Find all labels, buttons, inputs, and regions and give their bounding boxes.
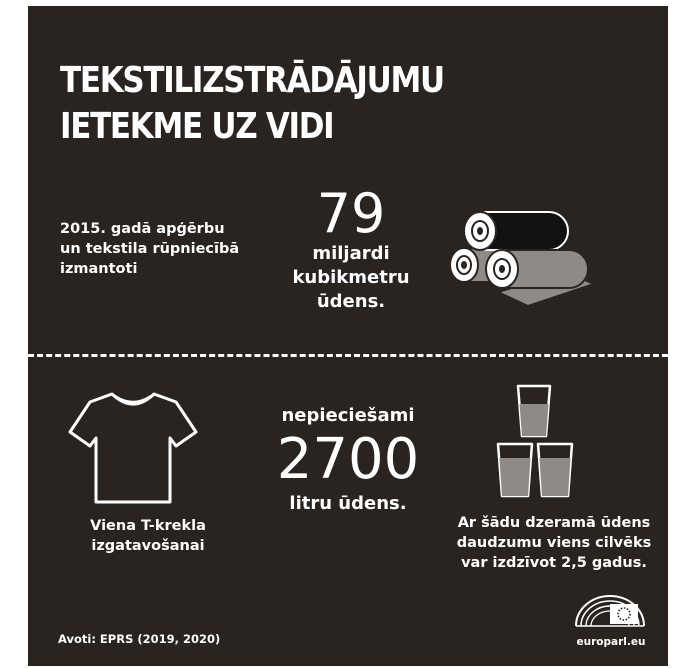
water-caption-line: var izdzīvot 2,5 gadus. [461, 555, 647, 571]
source-note: Avoti: EPRS (2019, 2020) [58, 632, 221, 646]
title-line-1: TEKSTILIZSTRĀDĀJUMU [60, 60, 444, 101]
section-divider [28, 354, 668, 357]
top-unit-text [266, 242, 436, 314]
top-unit-line: kubikmetru [292, 267, 410, 288]
fabric-rolls-icon [446, 202, 596, 312]
top-intro-line: 2015. gadā apģērbu [60, 221, 225, 237]
european-parliament-logo-icon [574, 590, 650, 630]
bottom-unit-text: litru ūdens. [289, 493, 407, 514]
top-intro-line: un tekstila rūpniecībā [60, 241, 240, 257]
infographic-panel [28, 6, 668, 666]
t-shirt-icon [68, 388, 198, 506]
top-big-number: 79 [316, 182, 386, 245]
shirt-caption-line: izgatavošanai [91, 538, 205, 554]
top-intro-line: izmantoti [60, 261, 138, 277]
top-unit-line: miljardi [312, 243, 390, 264]
water-caption-line: Ar šādu dzeramā ūdens [457, 515, 651, 531]
infographic-title [60, 58, 444, 150]
title-line-2: IETEKME UZ VIDI [60, 106, 334, 147]
shirt-caption-line: Viena T-krekla [90, 518, 206, 534]
shirt-caption [68, 516, 228, 556]
bottom-big-number: 2700 [276, 427, 420, 492]
water-caption [454, 513, 654, 573]
top-intro-text [60, 219, 239, 279]
need-label: nepieciešami [281, 405, 415, 426]
top-unit-line: ūdens. [316, 291, 386, 312]
brand-label[interactable]: europarl.eu [576, 636, 646, 648]
water-glasses-icon [496, 384, 606, 504]
water-caption-line: daudzumu viens cilvēks [456, 535, 652, 551]
